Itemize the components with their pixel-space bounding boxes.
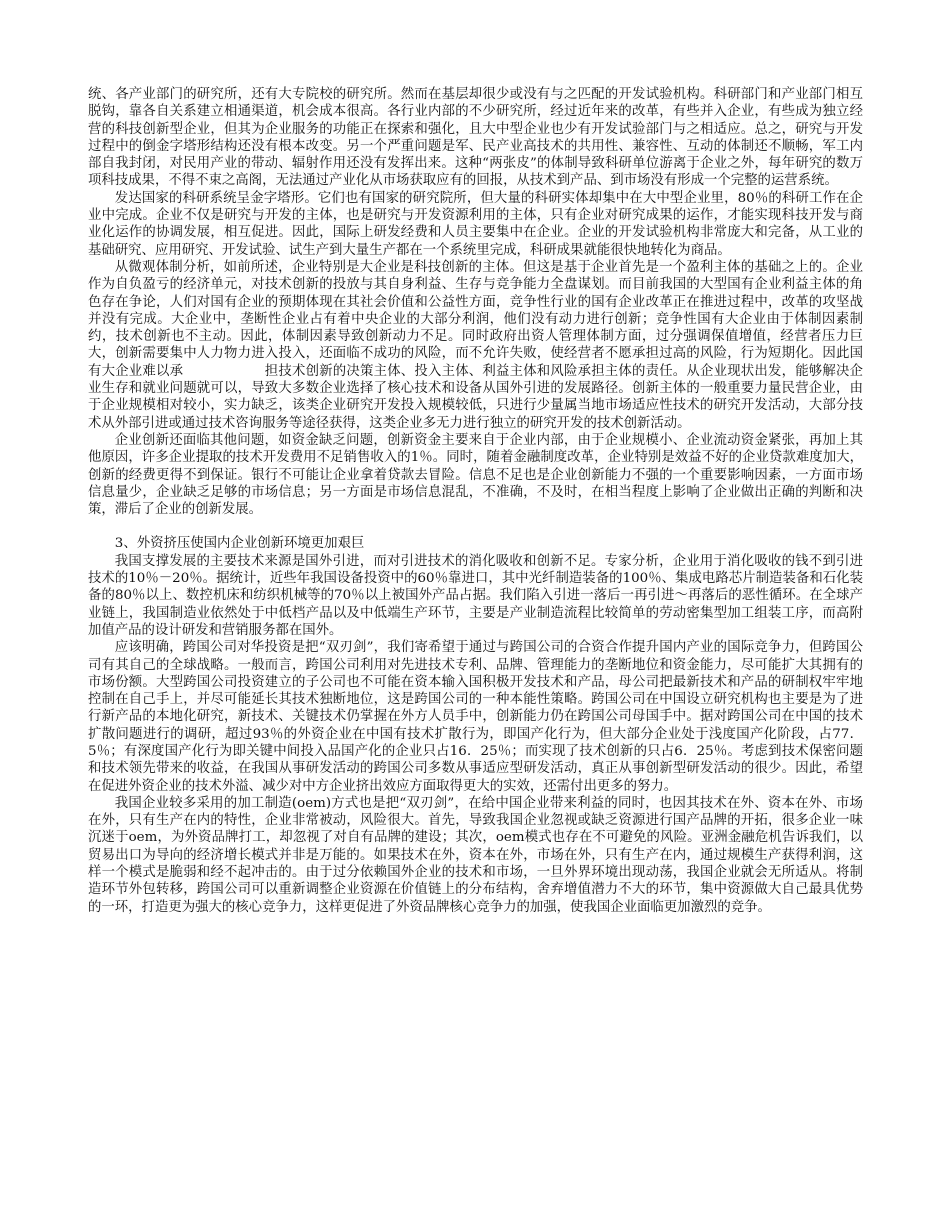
paragraph-multinational: 应该明确，跨国公司对华投资是把“双刃剑”，我们寄希望于通过与跨国公司的合资合作提升国内产业的国际竞争力，但跨国公司有其自己的全球战略。一般而言，跨国公司利用对先进技术专利、品牌、管理能力的垄断地位和资金能力，尽可能扩大其拥有的市场份额。大型跨国公司投资建立的子公司也不可能在资本输入国积极开发技术和产品，母公司把最新技术和产品的研制权牢牢地控制在自己手上，并尽可能延长其技术独断地位，这是跨国公司的一种本能性策略。跨国公司在中国设立研究机构也主要是为了进行新产品的本地化研究，新技术、关键技术仍掌握在外方人员手中，创新能力仍在跨国公司母国手中。据对跨国公司在中国的技术扩散问题进行的调研，超过93％的外资企业在中国有技术扩散行为，即国产化行为，但大部分企业处于浅度国产化阶段，占77．5％；有深度国产化行为即关键中间投入品国产化的企业只占16．25％；而实现了技术创新的只占6．25％。考虑到技术保密问题和技术领先带来的收益，在我国从事研发活动的跨国公司多数从事适应型研发活动，真正从事创新型研发活动的很少。因此，希望在促进外资企业的技术外溢、减少对中方企业挤出效应方面取得更大的实效，还需付出更多的努力。: [88, 640, 863, 794]
paragraph-oem: 我国企业较多采用的加工制造(oem)方式也是把“双刃剑”，在给中国企业带来利益的同时，也因其技术在外、资本在外、市场在外，只有生产在内的特性，企业非常被动，风险很大。首先，导致我国企业忽视或缺乏资源进行国产品牌的开拓，很多企业一味沉迷于oem，为外资品牌打工，却忽视了对自有品牌的建设；其次，oem模式也存在不可避免的风险。亚洲金融危机告诉我们，以贸易出口为导向的经济增长模式并非是万能的。如果技术在外，资本在外，市场在外，只有生产在内，通过规模生产获得利润，这样一个模式是脆弱和经不起冲击的。由于过分依赖国外企业的技术和市场，一旦外界环境出现动荡，我国企业就会无所适从。将制造环节外包转移，跨国公司可以重新调整企业资源在价值链上的分布结构，舍弃增值潜力不大的环节，集中资源做大自己最具优势的一环，打造更为强大的核心竞争力，这样更促进了外资品牌核心竞争力的加强，使我国企业面临更加激烈的竞争。: [88, 795, 863, 915]
paragraph-developed-countries: 发达国家的科研系统呈金字塔形。它们也有国家的研究院所，但大量的科研实体却集中在大中型企业里，80％的科研工作在企业中完成。企业不仅是研究与开发的主体，也是研究与开发资源利用的主体，只有企业对研究成果的运作，才能实现科技开发与商业化运作的协调发展，相互促进。因此，国际上研发经费和人员主要集中在企业。企业的开发试验机构非常庞大和完备，从工业的基础研究、应用研究、开发试验、试生产到大量生产都在一个系统里完成，科研成果就能很快地转化为商品。: [88, 190, 863, 258]
paragraph-micro-system: 从微观体制分析，如前所述，企业特别是大企业是科技创新的主体。但这是基于企业首先是一个盈利主体的基础之上的。企业作为自负盈亏的经济单元，对技术创新的投放与其自身利益、生存与竞争能力全盘谋划。而目前我国的大型国有企业利益主体的角色存在争论，人们对国有企业的预期体现在其社会价值和公益性方面，竞争性行业的国有企业改革正在推进过程中，改革的攻坚战并没有完成。大企业中，垄断性企业占有着中央企业的大部分利润，他们没有动力进行创新；竞争性国有大企业由于体制因素制约，技术创新也不主动。因此，体制因素导致创新动力不足。同时政府出资人管理体制方面，过分强调保值增值，经营者压力巨大，创新需要集中人力物力进入投入，还面临不成功的风险，而不允许失败，使经营者不愿承担过高的风险，行为短期化。因此国有大企业难以承 担技术创新的决策主体、投入主体、利益主体和风险承担主体的责任。从企业现状出发，能够解决企业生存和就业问题就可以，导致大多数企业选择了核心技术和设备从国外引进的发展路径。创新主体的一般重要力量民营企业，由于企业规模相对较小，实力缺乏，该类企业研究开发投入规模较低，只进行少量属当地市场适应性技术的研究开发活动，大部分技术从外部引进或通过技术咨询服务等途径获得，这类企业多无力进行独立的研究开发的技术创新活动。: [88, 259, 863, 431]
paragraph-tech-import: 我国支撑发展的主要技术来源是国外引进，而对引进技术的消化吸收和创新不足。专家分析，企业用于消化吸收的钱不到引进技术的10％－20％。据统计，近些年我国设备投资中的60％靠进口，其中光纤制造装备的100％、集成电路芯片制造装备和石化装备的80％以上、数控机床和纺织机械等的70％以上被国外产品占据。我们陷入引进一落后一再引进～再落后的恶性循环。在全球产业链上，我国制造业依然处于中低档产品以及中低端生产环节，主要是产业制造流程比较简单的劳动密集型加工组装工序，而高附加值产品的设计研发和营销服务都在国外。: [88, 553, 863, 638]
section-heading: 3、外资挤压使国内企业创新环境更加艰巨: [114, 536, 365, 552]
paragraph-research-structure: 统、各产业部门的研究所，还有大专院校的研究所。然而在基层却很少或没有与之匹配的开发试验机构。科研部门和产业部门相互脱钩，靠各自关系建立相通渠道，机会成本很高。各行业内部的不少研究所，经过近年来的改革，有些并入企业，有些成为独立经营的科技创新型企业，但其为企业服务的功能正在探索和强化，且大中型企业也少有开发试验部门与之相适应。总之，研究与开发过程中的倒金字塔形结构还没有根本改变。另一个严重问题是军、民产业高技术的共用性、兼容性、互动的体制还不顺畅，军工内部自我封闭，对民用产业的带动、辐射作用还没有发挥出来。这种“两张皮”的体制导致科研单位游离于企业之外，每年研究的数万项科技成果，不得不束之高阁，无法通过产业化从市场获取应有的回报，从技术到产品、到市场没有形成一个完整的运营系统。: [88, 87, 863, 189]
document-body: [88, 86, 863, 916]
paragraph-other-problems: 企业创新还面临其他问题，如资金缺乏问题，创新资金主要来自于企业内部，由于企业规模小、企业流动资金紧张，再加上其他原因，许多企业提取的技术开发费用不足销售收入的1％。同时，随着金融制度改革，企业特别是效益不好的企业贷款难度加大，创新的经费更得不到保证。银行不可能让企业拿着贷款去冒险。信息不足也是企业创新能力不强的一个重要影响因素，一方面市场信息量少，企业缺乏足够的市场信息；另一方面是市场信息混乱，不准确，不及时，在相当程度上影响了企业做出正确的判断和决策，滞后了企业的创新发展。: [88, 432, 863, 518]
